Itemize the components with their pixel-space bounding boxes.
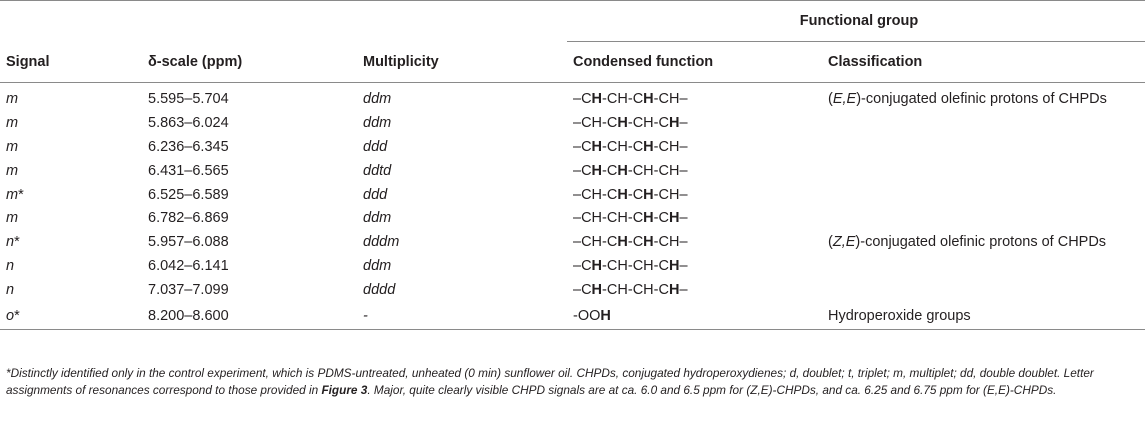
classification-cell [822, 206, 1145, 230]
formula-part: H [600, 307, 611, 324]
formula-part: C [632, 234, 644, 251]
formula-part: C [658, 90, 669, 107]
formula-part: – [679, 114, 688, 131]
footnote-text-1: *Distinctly identified only in the control experiment, which is PDMS-untreated, unheated (0 min) sunflower oil. CHPDs, conjugated hydroperoxydienes; d, doublet; t, triplet; m, multiplet; dd, double doublet. Letter assignments of resonances correspond to those provided in [6, 366, 1094, 397]
formula-part: – [679, 282, 688, 299]
signal-cell [0, 111, 142, 135]
formula-part: –C [573, 162, 592, 179]
scale-cell: 6.782–6.869 [148, 210, 229, 227]
formula-part: H [591, 258, 603, 275]
formula-part: - [627, 138, 633, 155]
condensed-function-cell [567, 254, 822, 278]
signal-cell [0, 302, 142, 330]
formula-part: C [632, 138, 644, 155]
formula-part: - [627, 186, 633, 203]
formula-part: C [632, 210, 644, 227]
formula-part: C [658, 282, 669, 299]
formula-part: C [658, 138, 669, 155]
formula-part: - [627, 210, 633, 227]
formula-part: H [643, 90, 654, 107]
multiplicity-cell: dddd [363, 282, 396, 299]
scale-cell: 5.863–6.024 [148, 114, 229, 131]
scale-cell: 8.200–8.600 [142, 302, 357, 330]
signal-letter: n [6, 234, 15, 251]
formula-part: H [617, 258, 628, 275]
formula-part: – [679, 138, 688, 155]
condensed-function-header: Condensed function [573, 54, 714, 70]
formula-part: H [591, 186, 603, 203]
table-row [0, 230, 1145, 254]
scale-cell: 7.037–7.099 [148, 282, 229, 299]
signal-letter: n [6, 258, 15, 275]
formula-part: C [658, 114, 669, 131]
formula-part: –C [573, 138, 592, 155]
formula-part: H [643, 114, 654, 131]
condensed-function-cell [567, 230, 822, 254]
formula-part: - [653, 114, 659, 131]
formula-part: H [668, 162, 680, 179]
multiplicity-cell: - [357, 302, 567, 330]
formula-part: - [627, 114, 633, 131]
condensed-function-cell [567, 159, 822, 183]
signal-letter: m [6, 162, 19, 179]
multiplicity-cell: ddd [363, 138, 388, 155]
formula-part: C [606, 90, 618, 107]
formula-part: C [606, 186, 618, 203]
multiplicity-cell: ddm [363, 114, 392, 131]
multiplicity-cell: dddm [363, 234, 400, 251]
formula-part: - [653, 138, 659, 155]
formula-part: C [606, 114, 618, 131]
formula-part: H [617, 210, 628, 227]
formula-part: – [679, 258, 688, 275]
formula-part: H [668, 114, 680, 131]
classification-cell [822, 159, 1145, 183]
classification-text: Hydroperoxide groups [828, 307, 971, 324]
classification-text: ( [828, 234, 833, 251]
formula-part: –C [573, 186, 592, 203]
formula-part: - [602, 162, 607, 179]
formula-part: H [591, 210, 603, 227]
formula-part: H [617, 114, 628, 131]
classification-header: Classification [828, 54, 923, 70]
condensed-function-cell [567, 83, 822, 111]
table-row [0, 183, 1145, 207]
classification-cell [822, 83, 1145, 111]
formula-part: - [602, 282, 607, 299]
signal-cell [0, 83, 142, 111]
formula-part: H [643, 210, 654, 227]
formula-part: – [679, 162, 688, 179]
formula-part: - [653, 90, 659, 107]
classification-cell [822, 302, 1145, 330]
signal-cell [0, 254, 142, 278]
formula-part: H [668, 282, 680, 299]
formula-part: –C [573, 210, 592, 227]
scale-cell: 6.431–6.565 [148, 162, 229, 179]
formula-part: H [617, 162, 628, 179]
table-row [0, 111, 1145, 135]
formula-part: C [606, 138, 618, 155]
formula-part: C [606, 234, 618, 251]
classification-cell [822, 183, 1145, 207]
classification-text: ( [828, 90, 833, 107]
formula-part: C [606, 282, 618, 299]
signal-mark: * [14, 307, 20, 324]
formula-part: H [668, 186, 680, 203]
formula-part: H [643, 282, 654, 299]
formula-part: H [668, 90, 680, 107]
signal-letter: m [6, 138, 19, 155]
formula-part: – [679, 90, 688, 107]
formula-part: H [591, 90, 603, 107]
signal-cell [0, 159, 142, 183]
condensed-function-cell [567, 135, 822, 159]
multiplicity-cell: ddtd [363, 162, 392, 179]
scale-cell: 5.595–5.704 [148, 90, 229, 107]
formula-part: H [617, 90, 628, 107]
formula-part: H [643, 234, 654, 251]
classification-cell [822, 254, 1145, 278]
formula-part: - [602, 186, 607, 203]
formula-part: H [643, 162, 654, 179]
formula-part: H [643, 186, 654, 203]
condensed-function-cell [567, 302, 822, 330]
formula-part: - [653, 186, 659, 203]
condensed-function-cell [567, 183, 822, 207]
signal-letter: n [6, 282, 15, 299]
formula-part: - [653, 162, 659, 179]
table-row [0, 159, 1145, 183]
formula-part: - [627, 258, 633, 275]
formula-part: – [679, 186, 688, 203]
formula-part: - [627, 282, 633, 299]
formula-part: H [591, 114, 603, 131]
table-row [0, 278, 1145, 302]
formula-part: - [653, 258, 659, 275]
formula-part: C [658, 186, 669, 203]
figure-reference: Figure 3 [321, 383, 368, 397]
classification-cell [822, 111, 1145, 135]
multiplicity-cell: ddm [363, 258, 392, 275]
signal-header: Signal [6, 53, 50, 70]
multiplicity-cell: ddm [363, 210, 392, 227]
condensed-function-cell [567, 111, 822, 135]
formula-part: - [602, 210, 607, 227]
formula-part: C [658, 234, 669, 251]
classification-cell [822, 230, 1145, 254]
signal-letter: o [6, 307, 15, 324]
formula-part: C [632, 282, 644, 299]
formula-part: C [658, 210, 669, 227]
signal-cell [0, 183, 142, 207]
formula-part: H [591, 282, 603, 299]
formula-part: – [679, 210, 688, 227]
formula-part: - [627, 162, 633, 179]
table-footnote [6, 365, 1136, 399]
signal-cell [0, 278, 142, 302]
formula-part: C [606, 162, 618, 179]
classification-isomer: Z,E [832, 234, 856, 251]
scale-cell: 5.957–6.088 [148, 234, 229, 251]
signal-letter: m [6, 114, 19, 131]
formula-part: H [668, 138, 680, 155]
formula-part: H [617, 186, 628, 203]
formula-part: - [602, 138, 607, 155]
formula-part: H [591, 138, 603, 155]
formula-part: H [591, 162, 603, 179]
formula-part: H [643, 258, 654, 275]
formula-part: H [668, 234, 680, 251]
signal-letter: m [6, 90, 19, 107]
group-header-row [0, 1, 1145, 42]
formula-part: H [643, 138, 654, 155]
functional-group-header: Functional group [567, 1, 1145, 42]
classification-cell [822, 135, 1145, 159]
signal-cell [0, 230, 142, 254]
formula-part: - [627, 234, 633, 251]
formula-part: C [632, 186, 644, 203]
formula-part: –C [573, 282, 592, 299]
formula-part: C [606, 258, 618, 275]
table-row [0, 254, 1145, 278]
condensed-function-cell [567, 206, 822, 230]
formula-part: - [602, 234, 607, 251]
classification-text: )-conjugated olefinic protons of CHPDs [855, 234, 1107, 251]
scale-header: δ-scale (ppm) [148, 53, 243, 70]
table-row [0, 83, 1145, 111]
signal-cell [0, 135, 142, 159]
footnote-text-2: . Major, quite clearly visible CHPD signals are at ca. 6.0 and 6.5 ppm for (Z,E)-CHPDs, and ca. 6.25 and 6.75 ppm for (E,E)-CHPDs. [367, 383, 1057, 397]
formula-part: –C [573, 90, 592, 107]
formula-part: –C [573, 234, 592, 251]
formula-part: C [632, 258, 644, 275]
formula-part: –C [573, 258, 592, 275]
formula-part: – [679, 234, 688, 251]
table-row [0, 206, 1145, 230]
signal-letter: m [6, 186, 19, 203]
formula-part: - [653, 282, 659, 299]
formula-part: -OO [573, 307, 601, 324]
formula-part: H [617, 138, 628, 155]
formula-part: C [632, 162, 644, 179]
signal-mark: * [14, 234, 20, 251]
signal-cell [0, 206, 142, 230]
formula-part: - [602, 258, 607, 275]
scale-cell: 6.525–6.589 [148, 186, 229, 203]
classification-cell [822, 278, 1145, 302]
formula-part: - [627, 90, 633, 107]
signal-letter: m [6, 210, 19, 227]
multiplicity-cell: ddm [363, 90, 392, 107]
formula-part: C [658, 258, 669, 275]
formula-part: H [617, 234, 628, 251]
classification-text: )-conjugated olefinic protons of CHPDs [856, 90, 1107, 107]
formula-part: H [591, 234, 603, 251]
formula-part: –C [573, 114, 592, 131]
scale-cell: 6.236–6.345 [148, 138, 229, 155]
table-row [0, 135, 1145, 159]
formula-part: H [668, 210, 680, 227]
scale-cell: 6.042–6.141 [148, 258, 229, 275]
formula-part: H [668, 258, 680, 275]
multiplicity-cell: ddd [363, 186, 388, 203]
signal-mark: * [18, 186, 24, 203]
classification-isomer: E,E [832, 90, 857, 107]
formula-part: C [632, 90, 644, 107]
table-row [0, 302, 1145, 330]
multiplicity-header: Multiplicity [363, 53, 439, 70]
condensed-function-cell [567, 278, 822, 302]
formula-part: - [602, 114, 607, 131]
formula-part: C [606, 210, 618, 227]
column-header-row [0, 42, 1145, 83]
formula-part: C [632, 114, 644, 131]
formula-part: - [653, 234, 659, 251]
formula-part: - [602, 90, 607, 107]
formula-part: H [617, 282, 628, 299]
table-body [0, 83, 1145, 330]
formula-part: C [658, 162, 669, 179]
formula-part: - [653, 210, 659, 227]
